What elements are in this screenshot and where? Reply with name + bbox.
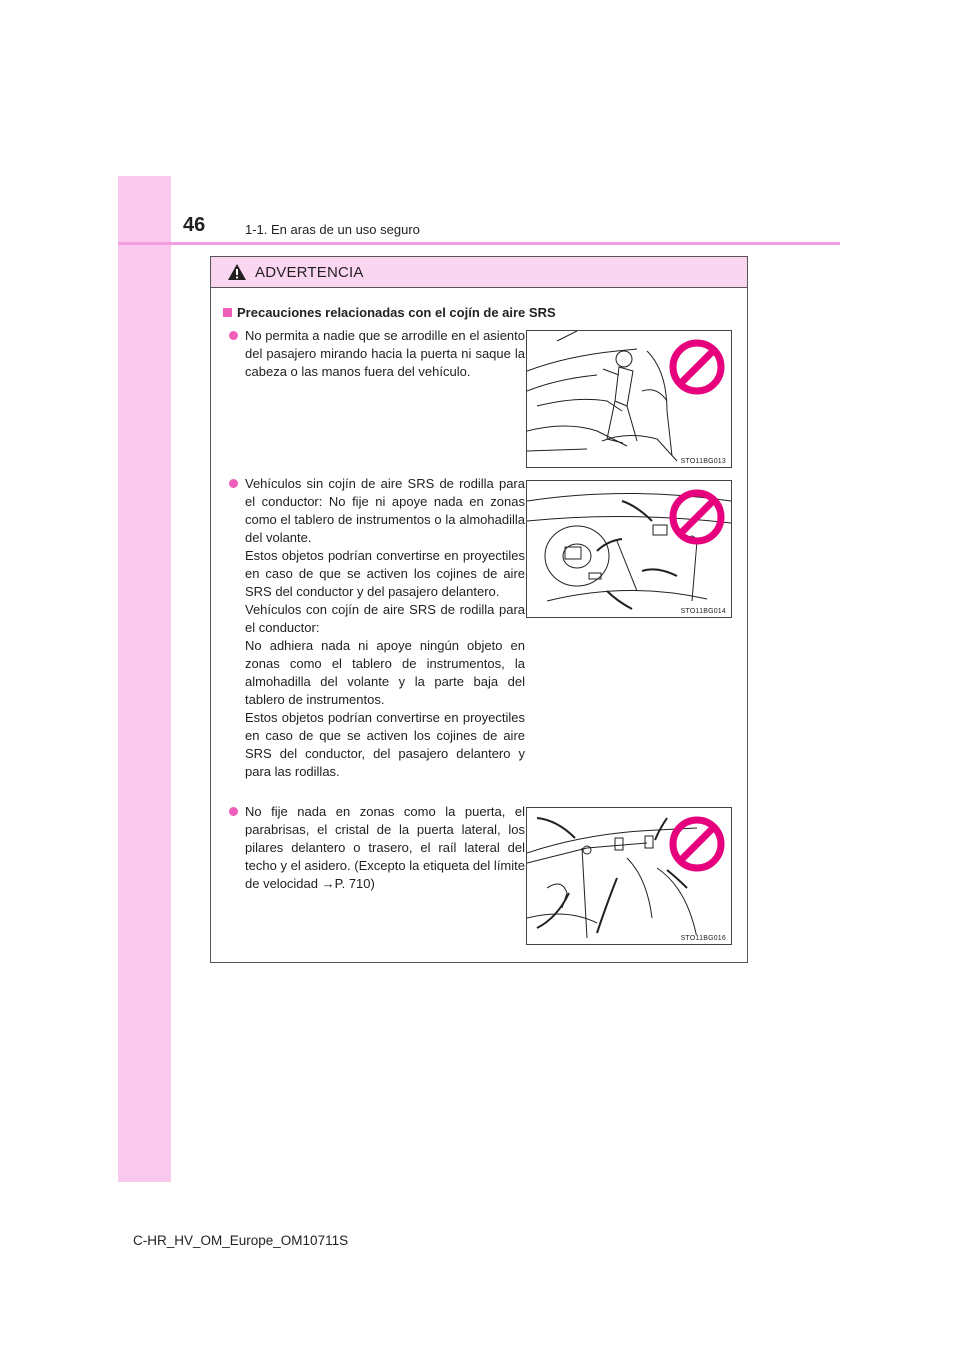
round-bullet-icon <box>229 479 238 488</box>
figure-kneeling-passenger <box>526 330 732 468</box>
header-rule <box>118 242 840 245</box>
prohibition-icon <box>669 339 725 395</box>
warning-label: ADVERTENCIA <box>255 263 364 281</box>
warning-item-3-text: No fije nada en zonas como la puerta, el parabrisas, el cristal de la puerta lateral, los pilares delantero o trasero, el raíl lateral del techo y el asidero. (Excepto la etiqueta del límite de velocidad →P. 710) <box>245 804 525 891</box>
warning-item-3 <box>229 803 525 893</box>
warning-header <box>211 257 747 288</box>
warning-item-1-text: No permita a nadie que se arrodille en el asiento del pasajero mirando hacia la puerta ni saque la cabeza o las manos fuera del vehículo. <box>245 328 525 379</box>
prohibition-icon <box>669 816 725 872</box>
prohibition-icon <box>669 489 725 545</box>
warning-item-1 <box>229 327 525 381</box>
warning-subheading-text: Precauciones relacionadas con el cojín de aire SRS <box>237 305 556 320</box>
document-code: C-HR_HV_OM_Europe_OM10711S <box>133 1233 349 1248</box>
figure-dashboard-objects <box>526 480 732 618</box>
section-title: 1-1. En aras de un uso seguro <box>245 222 420 237</box>
square-bullet-icon <box>223 308 232 317</box>
warning-triangle-icon <box>227 263 247 281</box>
figure-code: STO11BG016 <box>680 935 726 942</box>
warning-item-2 <box>229 475 525 781</box>
figure-interior-mounting-points <box>526 807 732 945</box>
figure-code: STO11BG013 <box>680 458 726 465</box>
warning-box <box>210 256 748 963</box>
figure-code: STO11BG014 <box>680 608 726 615</box>
side-tab-band <box>118 176 171 1182</box>
warning-item-2-text: Vehículos sin cojín de aire SRS de rodilla para el conductor: No fije ni apoye nada en zonas como el tablero de instrumentos o la almohadilla del volante. Estos objetos podrían convertirse en proyectiles en caso de que se activen los cojines de aire SRS del conductor y del pasajero delantero. Vehículos con cojín de aire SRS de rodilla para el conductor: No adhiera nada ni apoye ningún objeto en zonas como el tablero de instrumentos, la almohadilla del volante y la parte baja del tablero de instrumentos. Estos objetos podrían convertirse en proyectiles en caso de que se activen los cojines de aire SRS del conductor, del pasajero delantero y para las rodillas. <box>245 476 525 779</box>
round-bullet-icon <box>229 331 238 340</box>
page-number: 46 <box>183 214 206 236</box>
warning-subheading <box>223 305 556 320</box>
round-bullet-icon <box>229 807 238 816</box>
